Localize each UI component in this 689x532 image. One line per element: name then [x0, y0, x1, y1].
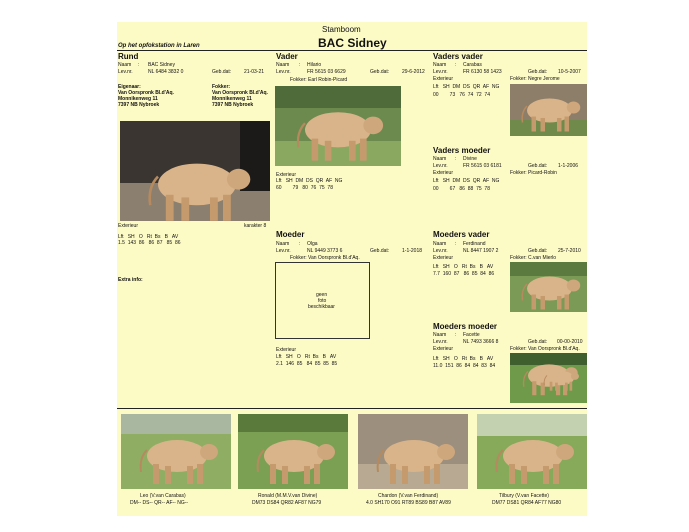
bottom-photo-2: [238, 414, 348, 489]
bottom-caption-2: Ronald (M.M.V.van Divine): [258, 493, 318, 499]
moeder-naam-label: Naam: [276, 241, 290, 247]
vader-score-values: 60 79 80 76 75 78: [276, 185, 333, 191]
moeder-levnr-label: Lev.nr.: [276, 248, 291, 254]
mv-levnr: NL 8447 1907 2: [463, 248, 499, 254]
moeder-fokker-label: Fokker:: [290, 255, 307, 261]
bottom-photo-1: [121, 414, 231, 489]
bottom-caption-3: Chardon (V.van Ferdinand): [378, 493, 439, 499]
mv-levnr-label: Lev.nr.: [433, 248, 448, 254]
mm-fokker: Van Oorspronk Bl.d'Aq.: [528, 346, 580, 352]
vader-heading: Vader: [276, 52, 298, 61]
rund-naam: BAC Sidney: [148, 62, 175, 68]
bottom-rule: [117, 408, 587, 409]
vm-naam: Divine: [463, 156, 477, 162]
moeder-gebdat-label: Geb.dat:: [370, 248, 390, 254]
vm-gebdat-label: Geb.dat:: [528, 163, 548, 169]
vm-fokker: Picard-Robin: [528, 170, 557, 176]
rund-eigenaar-line3: 7397 NB Nybroek: [118, 102, 160, 108]
vv-fokker: Negre Jerome: [528, 76, 560, 82]
vader-gebdat: 29-6-2012: [402, 69, 425, 75]
rund-eigenaar-line1: Van Oorspronk Bl.d'Aq.: [118, 90, 174, 96]
vm-levnr-label: Lev.nr.: [433, 163, 448, 169]
vader-naam-label: Naam: [276, 62, 290, 68]
extra-info-label: Extra info:: [118, 277, 143, 283]
vm-gebdat: 1-1-2006: [558, 163, 579, 169]
moeders-moeder-heading: Moeders moeder: [433, 322, 498, 331]
vm-naam-label: Naam: [433, 156, 447, 162]
rund-gebdat: 21-03-21: [244, 69, 265, 75]
vaders-vader-heading: Vaders vader: [433, 52, 483, 61]
vm-exterieur-label: Exterieur: [433, 170, 454, 176]
vaders-moeder-heading: Vaders moeder: [433, 146, 491, 155]
vader-exterieur-label: Exterieur: [276, 172, 297, 178]
vv-levnr: FR 6130 58 1423: [463, 69, 502, 75]
moeder-heading: Moeder: [276, 230, 305, 239]
mm-exterieur-label: Exterieur: [433, 346, 454, 352]
vader-levnr-label: Lev.nr.: [276, 69, 291, 75]
vv-naam: Carabas: [463, 62, 482, 68]
vv-fokker-label: Fokker:: [510, 76, 527, 82]
rund-heading: Rund: [118, 52, 139, 61]
mm-levnr: NL 7493 3666 8: [463, 339, 499, 345]
mm-gebdat-label: Geb.dat:: [528, 339, 548, 345]
no-photo-line1: geen: [316, 292, 328, 298]
vv-exterieur-label: Exterieur: [433, 76, 454, 82]
vader-score-labels: Lft SH DM DS QR AF NG: [276, 178, 343, 184]
vm-naam-colon: :: [455, 156, 457, 162]
vv-naam-label: Naam: [433, 62, 447, 68]
mv-gebdat: 25-7-2010: [558, 248, 581, 254]
rund-naam-label: Naam: [118, 62, 132, 68]
rund-eigenaar-line2: Monnikenweg 11: [118, 96, 158, 102]
rund-karakter: karakter 8: [244, 223, 267, 229]
vv-levnr-label: Lev.nr.: [433, 69, 448, 75]
bottom-caption-4: Tilbury (V.van Facette): [499, 493, 549, 499]
vv-naam-colon: :: [455, 62, 457, 68]
moeder-fokker: Van Oorspronk Bl.d'Aq.: [308, 255, 360, 261]
mv-fokker-label: Fokker:: [510, 255, 527, 261]
mv-naam-label: Naam: [433, 241, 447, 247]
rund-fokker-line3: 7397 NB Nybroek: [212, 102, 254, 108]
moeder-levnr: NL 9449 3773 6: [307, 248, 343, 254]
vm-score-values: 00 67 86 88 75 78: [433, 186, 490, 192]
rund-exterieur-label: Exterieur: [118, 223, 139, 229]
vader-naam-colon: :: [299, 62, 301, 68]
vader-gebdat-label: Geb.dat:: [370, 69, 390, 75]
moeder-score-labels: Lft SH O Rt Bs B AV: [276, 354, 337, 360]
document-title: Stamboom: [322, 25, 361, 34]
animal-name-title: BAC Sidney: [318, 36, 387, 50]
mv-score-labels: Lft SH O Rt Bs B AV: [433, 264, 494, 270]
moeder-naam-colon: :: [299, 241, 301, 247]
bottom-scores-1: DM-- DS-- QR-- AF-- NG--: [130, 500, 189, 506]
mm-score-labels: Lft SH O Rt Bs B AV: [433, 356, 494, 362]
mm-naam-label: Naam: [433, 332, 447, 338]
moeder-gebdat: 1-1-2018: [402, 248, 423, 254]
rund-levnr-label: Lev.nr.: [118, 69, 133, 75]
vader-levnr: FR 5615 03 6629: [307, 69, 346, 75]
bottom-scores-2: DM73 DS84 QR82 AF87 NG79: [252, 500, 322, 506]
bottom-scores-4: DM77 DS81 QR84 AF77 NG80: [492, 500, 562, 506]
rund-eigenaar-label: Eigenaar:: [118, 84, 141, 90]
header-rule: [117, 50, 587, 51]
rund-fokker-label: Fokker:: [212, 84, 231, 90]
mv-exterieur-label: Exterieur: [433, 255, 454, 261]
moeders-moeder-photo: [510, 353, 587, 403]
moeder-naam: Olga: [307, 241, 318, 247]
vader-fokker-label: Fokker:: [290, 77, 307, 83]
bottom-scores-3: 4.0 SH170 O91 RT89 BS89 B87 AV89: [366, 500, 451, 506]
rund-score-values: 1.5 143 86 86 87 85 86: [118, 240, 181, 246]
moeder-exterieur-label: Exterieur: [276, 347, 297, 353]
mm-score-values: 11.0 151 86 84 84 83 84: [433, 363, 496, 369]
no-photo-line2: foto: [318, 298, 327, 304]
vv-score-values: 00 73 76 74 72 74: [433, 92, 490, 98]
vv-gebdat: 10-5-2007: [558, 69, 581, 75]
moeders-vader-photo: [510, 262, 587, 312]
bottom-photo-4: [477, 414, 587, 489]
vm-levnr: FR 5615 03 6181: [463, 163, 502, 169]
bottom-caption-1: Leo (V.van Carabas): [140, 493, 186, 499]
vv-score-labels: Lft SH DM DS QR AF NG: [433, 84, 500, 90]
mm-levnr-label: Lev.nr.: [433, 339, 448, 345]
mm-gebdat: 00-00-2010: [557, 339, 583, 345]
moeders-vader-heading: Moeders vader: [433, 230, 490, 239]
vaders-vader-photo: [510, 84, 587, 136]
bottom-photo-3: [358, 414, 468, 489]
location-subtitle: Op het opfokstation in Laren: [118, 43, 200, 49]
rund-fokker-line1: Van Oorspronk Bl.d'Aq.: [212, 90, 268, 96]
rund-fokker-line2: Monnikenweg 11: [212, 96, 252, 102]
vader-photo: [275, 86, 401, 166]
rund-naam-colon: :: [138, 62, 140, 68]
mv-naam-colon: :: [455, 241, 457, 247]
rund-gebdat-label: Geb.dat:: [212, 69, 232, 75]
mm-naam-colon: :: [455, 332, 457, 338]
rund-levnr: NL 6484 3832 0: [148, 69, 184, 75]
rund-photo: [120, 121, 270, 221]
mv-naam: Ferdinand: [463, 241, 486, 247]
mm-fokker-label: Fokker:: [510, 346, 527, 352]
vader-fokker: Earl Robin-Picard: [308, 77, 348, 83]
mv-gebdat-label: Geb.dat:: [528, 248, 548, 254]
vader-naam: Hilario: [307, 62, 322, 68]
mv-score-values: 7.7 160 87 86 85 84 86: [433, 271, 495, 277]
vm-score-labels: Lft SH DM DS QR AF NG: [433, 178, 500, 184]
moeder-score-values: 2.1 146 85 84 85 85 85: [276, 361, 338, 367]
mm-naam: Facette: [463, 332, 480, 338]
mv-fokker: C.van Mierlo: [528, 255, 557, 261]
vv-gebdat-label: Geb.dat:: [528, 69, 548, 75]
rund-score-labels: Lft SH O Rt Bs B AV: [118, 234, 179, 240]
no-photo-line3: beschikbaar: [308, 304, 335, 310]
vm-fokker-label: Fokker:: [510, 170, 527, 176]
